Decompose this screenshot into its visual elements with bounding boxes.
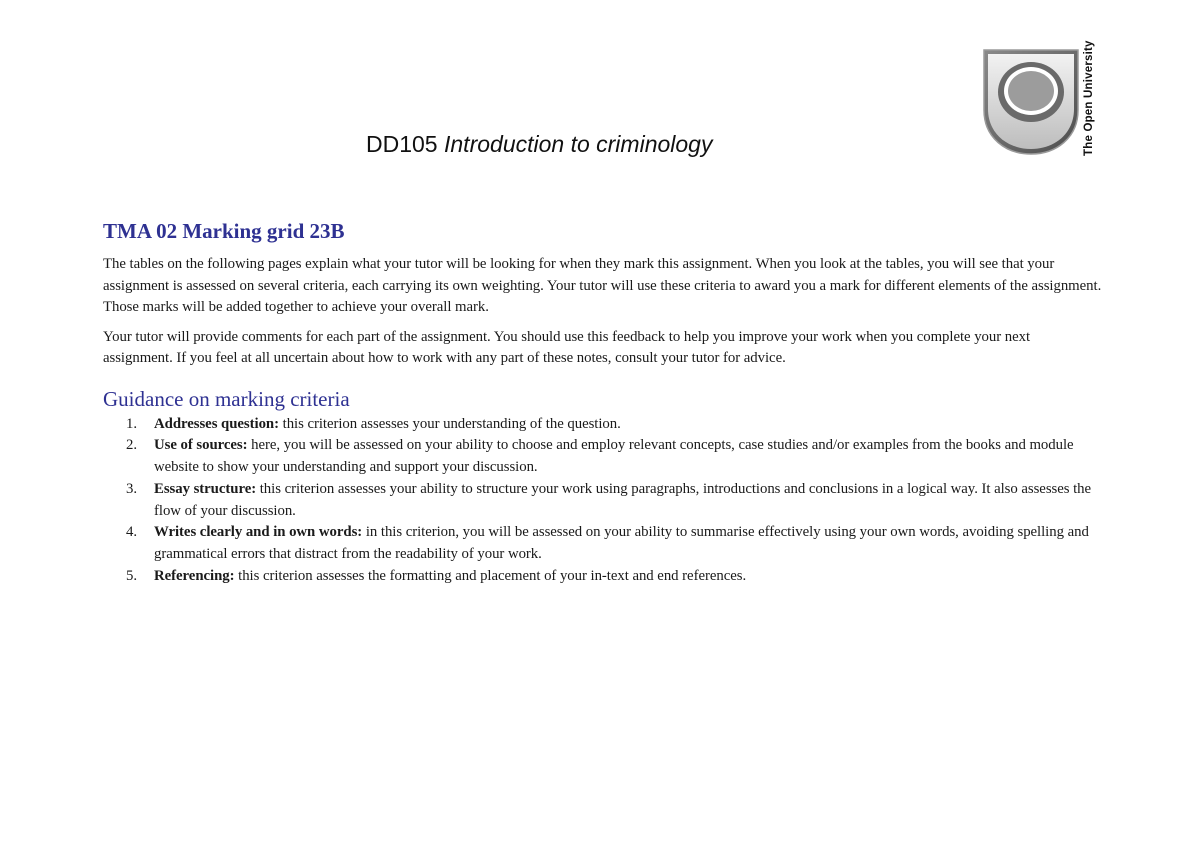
criteria-item — [103, 522, 1103, 566]
course-title — [366, 131, 712, 158]
document-heading: TMA 02 Marking grid 23B — [103, 219, 345, 243]
criteria-number: 1. — [126, 415, 137, 432]
criteria-text: this criterion assesses the formatting and placement of your in-text and end references. — [234, 568, 747, 585]
criteria-term: Use of sources: — [154, 437, 248, 454]
criteria-text: this criterion assesses your ability to structure your work using paragraphs, introductions and conclusions in a logical way. It also assesses the flow of your discussion. — [154, 480, 1092, 519]
criteria-item — [103, 479, 1103, 523]
criteria-term: Referencing: — [154, 568, 235, 585]
logo-wordmark: The Open University — [1083, 40, 1095, 156]
course-name: Introduction to criminology — [444, 131, 713, 157]
document-body — [103, 217, 1103, 588]
criteria-text: here, you will be assessed on your ability to choose and employ relevant concepts, case studies and/or examples from the books and module website to show your understanding and support your discussion. — [154, 437, 1074, 476]
criteria-number: 5. — [126, 568, 137, 585]
criteria-item — [103, 414, 1103, 436]
criteria-number: 4. — [126, 524, 137, 541]
criteria-text: in this criterion, you will be assessed on your ability to summarise effectively using your own words, avoiding spelling and grammatical errors that distract from the readability of your work. — [154, 524, 1089, 563]
criteria-item — [103, 435, 1103, 479]
intro-paragraph: The tables on the following pages explain what your tutor will be looking for when they mark this assignment. When you look at the tables, you will see that your assignment is assessed on several criteria, each carrying its own weighting. Your tutor will use these criteria to award you a mark for different elements of the assignment. Those marks will be added together to achieve your overall mark. — [103, 256, 1102, 315]
criteria-item — [103, 566, 1103, 588]
intro-paragraph: Your tutor will provide comments for each part of the assignment. You should use this feedback to help you improve your work when you complete your next assignment. If you feel at all uncertain about how to work with any part of these notes, consult your tutor for advice. — [103, 328, 1031, 366]
guidance-heading: Guidance on marking criteria — [103, 386, 350, 411]
criteria-number: 2. — [126, 437, 137, 454]
criteria-list — [103, 414, 1103, 588]
criteria-term: Writes clearly and in own words: — [154, 524, 363, 541]
criteria-term: Addresses question: — [154, 415, 279, 432]
criteria-text: this criterion assesses your understanding of the question. — [278, 415, 621, 432]
criteria-term: Essay structure: — [154, 480, 257, 497]
criteria-number: 3. — [126, 480, 137, 497]
course-code: DD105 — [366, 131, 438, 157]
